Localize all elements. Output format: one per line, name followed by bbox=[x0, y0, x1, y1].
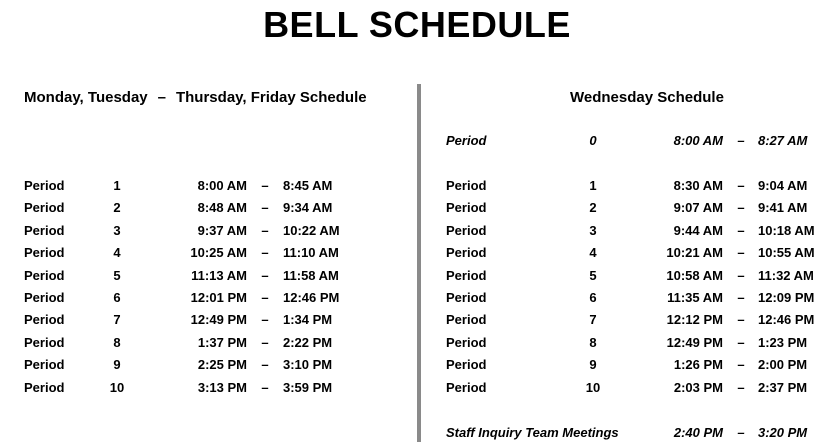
left-heading-part2: Thursday, Friday Schedule bbox=[175, 89, 367, 106]
start-time: 9:37 AM bbox=[197, 223, 247, 238]
start-time: 8:30 AM bbox=[673, 178, 723, 193]
time-dash: – bbox=[261, 335, 269, 350]
end-time: 3:59 PM bbox=[283, 380, 333, 395]
time-dash: – bbox=[737, 268, 745, 283]
end-time: 1:23 PM bbox=[758, 335, 808, 350]
end-time: 10:55 AM bbox=[758, 245, 815, 260]
time-dash: – bbox=[737, 178, 745, 193]
time-dash: – bbox=[737, 335, 745, 350]
period-label: Period bbox=[446, 178, 487, 193]
time-dash: – bbox=[737, 200, 745, 215]
time-dash: – bbox=[261, 200, 269, 215]
period-label: Period bbox=[24, 312, 65, 327]
end-time: 9:34 AM bbox=[283, 200, 333, 215]
start-time: 11:35 AM bbox=[667, 290, 723, 305]
end-time: 9:41 AM bbox=[758, 200, 808, 215]
time-dash: – bbox=[737, 245, 745, 260]
left-schedule-heading bbox=[24, 89, 367, 106]
start-time: 9:07 AM bbox=[673, 200, 723, 215]
time-dash: – bbox=[261, 357, 269, 372]
start-time: 1:26 PM bbox=[673, 357, 723, 372]
time-dash: – bbox=[737, 312, 745, 327]
period-number: 7 bbox=[589, 312, 597, 327]
period-label: Period bbox=[446, 312, 487, 327]
period-label: Period bbox=[446, 290, 487, 305]
time-dash: – bbox=[261, 223, 269, 238]
period-number: 10 bbox=[109, 380, 125, 395]
period-label: Period bbox=[24, 178, 65, 193]
start-time: 8:48 AM bbox=[197, 200, 247, 215]
period-label: Period bbox=[446, 223, 487, 238]
column-divider bbox=[417, 84, 421, 442]
period-number: 3 bbox=[589, 223, 597, 238]
start-time: 2:40 PM bbox=[673, 425, 723, 440]
page-title: BELL SCHEDULE bbox=[263, 4, 571, 45]
end-time: 8:45 AM bbox=[283, 178, 333, 193]
start-time: 10:25 AM bbox=[190, 245, 247, 260]
time-dash: – bbox=[737, 290, 745, 305]
end-time: 12:09 PM bbox=[758, 290, 815, 305]
time-dash: – bbox=[261, 290, 269, 305]
start-time: 3:13 PM bbox=[197, 380, 247, 395]
end-time: 11:10 AM bbox=[283, 245, 339, 260]
start-time: 12:49 PM bbox=[190, 312, 247, 327]
period-number: 7 bbox=[113, 312, 121, 327]
period-label: Period bbox=[446, 335, 487, 350]
period-label: Period bbox=[24, 245, 65, 260]
time-dash: – bbox=[737, 425, 745, 440]
end-time: 11:32 AM bbox=[758, 268, 814, 283]
period-number: 4 bbox=[589, 245, 597, 260]
end-time: 12:46 PM bbox=[283, 290, 340, 305]
period-label: Period bbox=[24, 268, 65, 283]
end-time: 1:34 PM bbox=[283, 312, 333, 327]
start-time: 12:01 PM bbox=[190, 290, 247, 305]
end-time: 11:58 AM bbox=[283, 268, 339, 283]
period-label: Period bbox=[24, 357, 65, 372]
period-label: Period bbox=[446, 133, 487, 148]
period-label: Period bbox=[24, 223, 65, 238]
time-dash: – bbox=[737, 357, 745, 372]
end-time: 2:22 PM bbox=[283, 335, 333, 350]
end-time: 9:04 AM bbox=[758, 178, 808, 193]
staff-meeting-label: Staff Inquiry Team Meetings bbox=[446, 425, 619, 440]
period-label: Period bbox=[24, 290, 65, 305]
start-time: 10:21 AM bbox=[666, 245, 723, 260]
period-number: 9 bbox=[589, 357, 597, 372]
left-heading-part1: Monday, Tuesday bbox=[24, 89, 148, 106]
time-dash: – bbox=[261, 178, 269, 193]
start-time: 1:37 PM bbox=[197, 335, 247, 350]
start-time: 2:25 PM bbox=[197, 357, 247, 372]
period-label: Period bbox=[446, 357, 487, 372]
start-time: 8:00 AM bbox=[197, 178, 247, 193]
period-number: 2 bbox=[113, 200, 121, 215]
start-time: 10:58 AM bbox=[666, 268, 723, 283]
end-time: 10:18 AM bbox=[758, 223, 815, 238]
period-label: Period bbox=[24, 380, 65, 395]
period-number: 10 bbox=[585, 380, 601, 395]
time-dash: – bbox=[261, 380, 269, 395]
time-dash: – bbox=[261, 245, 269, 260]
start-time: 8:00 AM bbox=[673, 133, 723, 148]
time-dash: – bbox=[261, 312, 269, 327]
end-time: 3:10 PM bbox=[283, 357, 333, 372]
start-time: 12:49 PM bbox=[666, 335, 723, 350]
period-label: Period bbox=[446, 380, 487, 395]
period-number: 3 bbox=[113, 223, 121, 238]
period-number: 0 bbox=[589, 133, 597, 148]
start-time: 2:03 PM bbox=[673, 380, 723, 395]
period-number: 5 bbox=[113, 268, 121, 283]
period-number: 6 bbox=[589, 290, 597, 305]
start-time: 12:12 PM bbox=[666, 312, 723, 327]
period-number: 2 bbox=[589, 200, 597, 215]
period-label: Period bbox=[446, 245, 487, 260]
time-dash: – bbox=[737, 380, 745, 395]
time-dash: – bbox=[261, 268, 269, 283]
period-number: 6 bbox=[113, 290, 121, 305]
period-label: Period bbox=[446, 268, 487, 283]
start-time: 9:44 AM bbox=[673, 223, 723, 238]
period-label: Period bbox=[24, 200, 65, 215]
period-number: 9 bbox=[113, 357, 121, 372]
period-label: Period bbox=[24, 335, 65, 350]
right-schedule-heading: Wednesday Schedule bbox=[570, 89, 724, 106]
period-number: 8 bbox=[589, 335, 597, 350]
period-number: 1 bbox=[589, 178, 597, 193]
period-number: 1 bbox=[113, 178, 121, 193]
period-number: 8 bbox=[113, 335, 121, 350]
end-time: 10:22 AM bbox=[283, 223, 340, 238]
period-number: 5 bbox=[589, 268, 597, 283]
left-heading-dash: – bbox=[157, 89, 166, 106]
period-label: Period bbox=[446, 200, 487, 215]
end-time: 2:37 PM bbox=[758, 380, 808, 395]
period-number: 4 bbox=[113, 245, 121, 260]
end-time: 12:46 PM bbox=[758, 312, 815, 327]
start-time: 11:13 AM bbox=[191, 268, 247, 283]
time-dash: – bbox=[737, 223, 745, 238]
end-time: 8:27 AM bbox=[758, 133, 808, 148]
end-time: 2:00 PM bbox=[758, 357, 808, 372]
time-dash: – bbox=[737, 133, 745, 148]
end-time: 3:20 PM bbox=[758, 425, 808, 440]
